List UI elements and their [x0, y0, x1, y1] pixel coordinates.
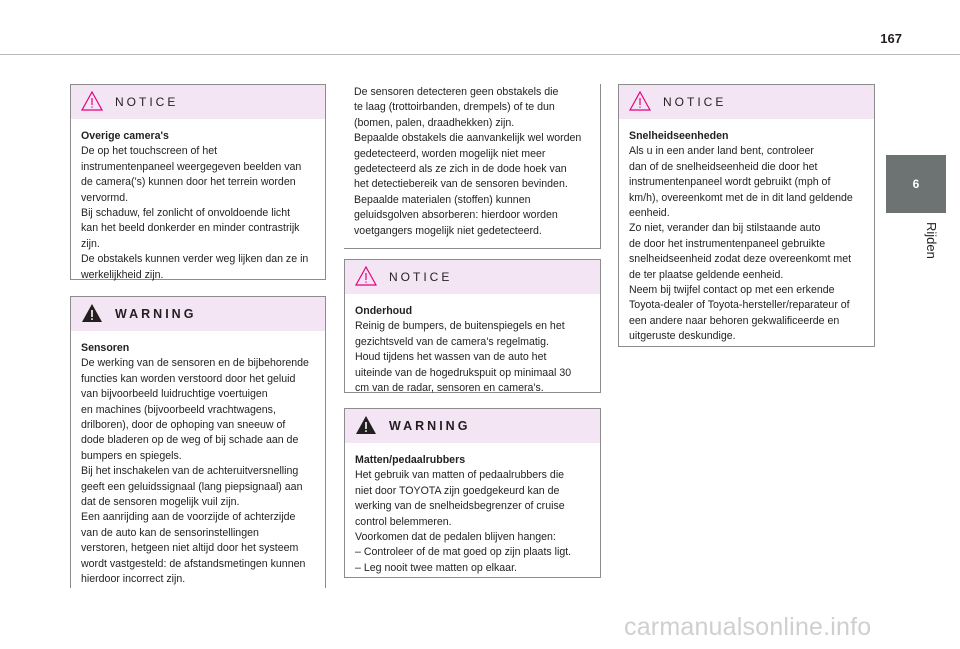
chapter-label: Rijden: [924, 222, 939, 259]
notice-line: de camera('s) kunnen door het terrein worden: [81, 176, 296, 189]
notice-line: De op het touchscreen of het: [81, 145, 218, 158]
warning-line: dode bladeren op de weg of bij schade aan de: [81, 434, 299, 447]
notice-body: [71, 119, 325, 291]
warning-line: verstoren, hetgeen niet altijd door het systeem: [81, 542, 299, 555]
continued-line: Bepaalde obstakels die aanvankelijk wel worden: [354, 132, 582, 145]
warning-line: – Controleer of de mat goed op zijn plaats ligt.: [355, 546, 572, 559]
notice-line: werkelijkheid zijn.: [81, 268, 164, 281]
notice-line: kan het beeld donkerder en minder contrastrijk: [81, 222, 300, 235]
notice-warning-triangle-icon: [629, 91, 651, 116]
warning-header: [345, 409, 600, 443]
chapter-tab[interactable]: 6: [886, 155, 946, 213]
notice-body: [345, 294, 600, 404]
warning-body: [345, 443, 600, 584]
warning-line: Het gebruik van matten of pedaalrubbers die: [355, 469, 565, 482]
notice-line: instrumentenpaneel weergegeven beelden van: [81, 160, 302, 173]
continued-line: het detectiebereik van de sensoren bevinden.: [354, 178, 568, 191]
notice-line: dan of de snelheidseenheid die door het: [629, 160, 818, 173]
warning-box-mats: [344, 408, 601, 578]
notice-line: cm van de radar, sensoren en camera's.: [355, 382, 544, 395]
notice-warning-triangle-icon: [355, 266, 377, 291]
notice-title: NOTICE: [389, 270, 453, 284]
notice-line: een andere naar behoren gekwalificeerde en: [629, 314, 840, 327]
continued-line: geluidsgolven absorberen: hierdoor worden: [354, 209, 558, 222]
notice-line: vervormd.: [81, 191, 129, 204]
warning-line: Bij het inschakelen van de achteruitversnelling: [81, 465, 299, 478]
continued-line: te laag (trottoirbanden, drempels) of te dun: [354, 101, 555, 114]
notice-header: [345, 260, 600, 294]
notice-line: Bij schaduw, fel zonlicht of onvoldoende licht: [81, 207, 291, 220]
notice-line: eenheid.: [629, 207, 670, 220]
warning-triangle-icon: [355, 415, 377, 440]
page-number: 167: [880, 31, 902, 46]
continued-line: (bomen, palen, draadhekken) zijn.: [354, 116, 515, 129]
notice-title: NOTICE: [663, 95, 727, 109]
notice-line: de door het instrumentenpaneel gebruikte: [629, 237, 826, 250]
warning-title: WARNING: [115, 307, 197, 321]
warning-line: van bijvoorbeeld luidruchtige voertuigen: [81, 388, 268, 401]
warning-line: werking van de snelheidsbegrenzer of cruise: [355, 500, 565, 513]
warning-body: [71, 331, 326, 596]
notice-line: uiteinde van de hogedrukspuit op minimaal 30: [355, 366, 572, 379]
notice-title: NOTICE: [115, 95, 179, 109]
warning-box-sensors: [70, 296, 326, 588]
notice-box-speed-units: [618, 84, 875, 347]
warning-line: hierdoor incorrect zijn.: [81, 573, 186, 586]
watermark: carmanualsonline.info: [624, 613, 872, 641]
continued-line: voetgangers mogelijk niet gedetecteerd.: [354, 224, 542, 237]
warning-triangle-icon: [81, 303, 103, 328]
warning-heading: Matten/pedaalrubbers: [355, 454, 466, 466]
warning-line: De werking van de sensoren en de bijbehorende: [81, 357, 309, 370]
warning-line: van de auto kan de sensorinstellingen: [81, 526, 259, 539]
notice-header: [71, 85, 325, 119]
warning-line: Een aanrijding aan de voorzijde of achterzijde: [81, 511, 296, 524]
notice-line: Zo niet, verander dan bij stilstaande auto: [629, 222, 821, 235]
notice-box-maintenance: [344, 259, 601, 393]
notice-box-cameras: [70, 84, 326, 280]
notice-line: km/h), overeenkomt met de in dit land geldende: [629, 191, 853, 204]
notice-line: gezichtsveld van de camera's regelmatig.: [355, 335, 549, 348]
continued-line: Bepaalde materialen (stoffen) kunnen: [354, 193, 531, 206]
continued-line: gedetecteerd als ze zich in de dode hoek van: [354, 163, 567, 176]
notice-line: uitgeruste deskundige.: [629, 330, 736, 343]
warning-line: dat de sensoren mogelijk vuil zijn.: [81, 496, 240, 509]
warning-line: geeft een geluidssignaal (lang piepsignaal) aan: [81, 480, 303, 493]
warning-title: WARNING: [389, 419, 471, 433]
warning-line: – Leg nooit twee matten op elkaar.: [355, 561, 517, 574]
warning-header: [71, 297, 326, 331]
warning-line: functies kan worden verstoord door het geluid: [81, 372, 296, 385]
notice-line: Toyota-dealer of Toyota-hersteller/reparateur of: [629, 299, 850, 312]
continued-line: gedetecteerd, worden mogelijk niet meer: [354, 147, 546, 160]
notice-line: Als u in een ander land bent, controleer: [629, 145, 814, 158]
notice-line: Neem bij twijfel contact op met een erkende: [629, 284, 835, 297]
notice-heading: Snelheidseenheden: [629, 130, 729, 142]
warning-line: niet door TOYOTA zijn goedgekeurd kan de: [355, 484, 560, 497]
warning-line: control belemmeren.: [355, 515, 452, 528]
notice-line: Reinig de bumpers, de buitenspiegels en het: [355, 320, 565, 333]
warning-heading: Sensoren: [81, 342, 130, 354]
notice-body: [619, 119, 874, 353]
continued-line: De sensoren detecteren geen obstakels die: [354, 86, 559, 98]
notice-line: Houd tijdens het wassen van de auto het: [355, 351, 547, 364]
continued-warning-text: [354, 85, 581, 239]
notice-line: snelheidseenheid zodat deze overeenkomt met: [629, 253, 852, 266]
header-divider: [0, 54, 960, 55]
notice-line: zijn.: [81, 237, 100, 250]
warning-line: bumpers en spiegels.: [81, 449, 182, 462]
notice-heading: Onderhoud: [355, 305, 413, 317]
warning-line: drilboren), door de ophoping van sneeuw of: [81, 419, 286, 432]
warning-line: en machines (bijvoorbeeld vrachtwagens,: [81, 403, 276, 416]
notice-line: instrumentenpaneel wordt gebruikt (mph of: [629, 176, 831, 189]
notice-header: [619, 85, 874, 119]
warning-line: Voorkomen dat de pedalen blijven hangen:: [355, 531, 556, 544]
notice-warning-triangle-icon: [81, 91, 103, 116]
warning-line: wordt vastgesteld: de afstandsmetingen kunnen: [81, 557, 306, 570]
notice-line: De obstakels kunnen verder weg lijken dan ze in: [81, 253, 309, 266]
notice-line: de ter plaatse geldende eenheid.: [629, 268, 784, 281]
notice-heading: Overige camera's: [81, 130, 169, 142]
warning-box-right-edge: [325, 296, 326, 588]
